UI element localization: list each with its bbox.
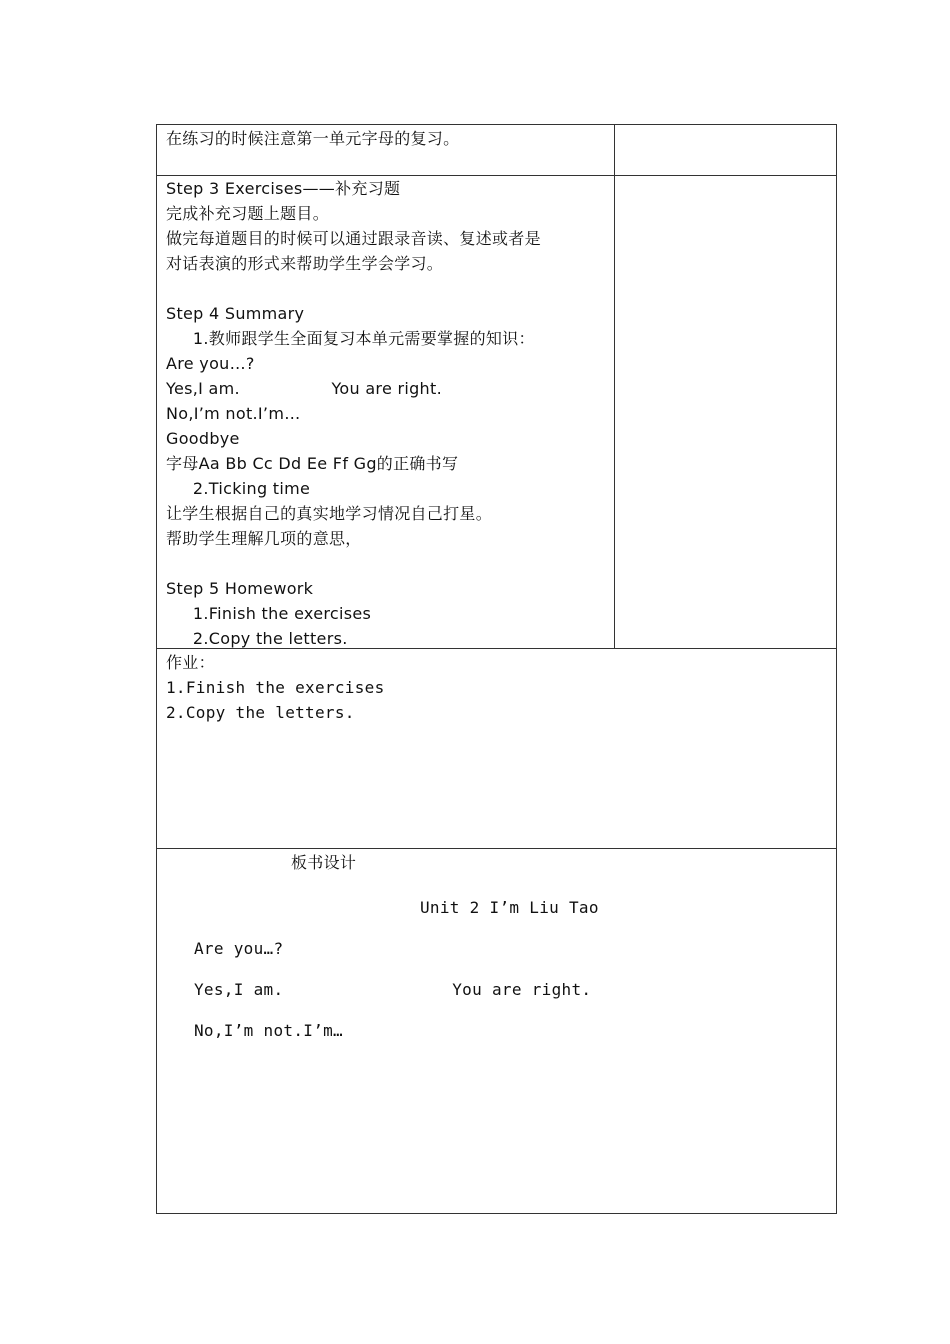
board-line: Yes,I am. You are right. bbox=[194, 980, 592, 999]
step-line: 1.教师跟学生全面复习本单元需要掌握的知识： bbox=[166, 329, 535, 348]
step-line: 做完每道题目的时候可以通过跟录音读、复述或者是 bbox=[166, 229, 541, 248]
board-line: No,I’m not.I’m… bbox=[194, 1021, 343, 1040]
board-design-title: 板书设计 bbox=[291, 853, 357, 872]
step-line: Are you…? bbox=[166, 354, 255, 373]
row-divider bbox=[157, 848, 836, 849]
column-divider bbox=[614, 125, 615, 648]
step-line: Step 5 Homework bbox=[166, 579, 314, 598]
lesson-plan-table bbox=[156, 124, 837, 1214]
homework-title: 作业： bbox=[166, 653, 215, 672]
step-line: Goodbye bbox=[166, 429, 240, 448]
step-line: No,I’m not.I’m… bbox=[166, 404, 301, 423]
homework-item: 2.Copy the letters. bbox=[166, 703, 355, 722]
board-heading: Unit 2 I’m Liu Tao bbox=[420, 898, 599, 917]
step-line: 字母Aa Bb Cc Dd Ee Ff Gg的正确书写 bbox=[166, 454, 459, 473]
step-line: 对话表演的形式来帮助学生学会学习。 bbox=[166, 254, 444, 273]
step-line: 完成补充习题上题目。 bbox=[166, 204, 330, 223]
step-line: 1.Finish the exercises bbox=[166, 604, 372, 623]
step-line: 帮助学生理解几项的意思， bbox=[166, 529, 362, 548]
step-line: 让学生根据自己的真实地学习情况自己打星。 bbox=[166, 504, 493, 523]
step-line: Yes,I am. You are right. bbox=[166, 379, 442, 398]
step-line: 2.Ticking time bbox=[166, 479, 311, 498]
board-line: Are you…? bbox=[194, 939, 284, 958]
step-line: 2.Copy the letters. bbox=[166, 629, 348, 648]
step-line: Step 4 Summary bbox=[166, 304, 305, 323]
homework-item: 1.Finish the exercises bbox=[166, 678, 385, 697]
step-line: Step 3 Exercises——补充习题 bbox=[166, 179, 401, 198]
review-note: 在练习的时候注意第一单元字母的复习。 bbox=[166, 129, 460, 148]
